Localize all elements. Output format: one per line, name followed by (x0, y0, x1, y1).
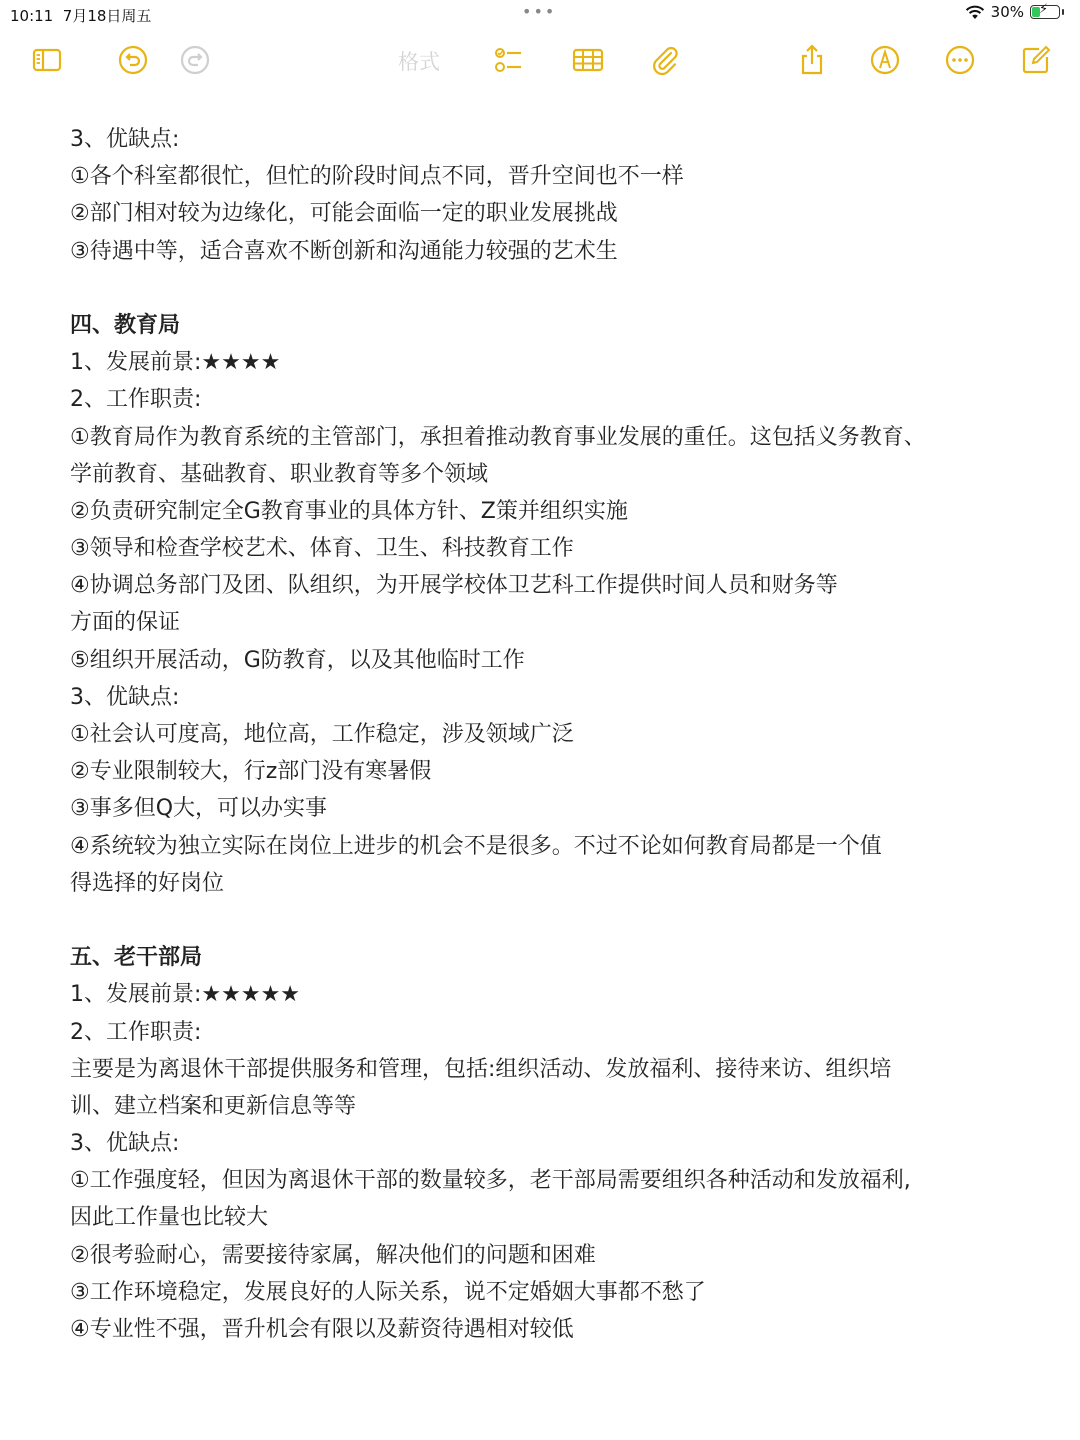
checklist-icon[interactable] (486, 38, 530, 82)
note-line: 2、工作职责: (70, 387, 202, 413)
note-line: 3、优缺点: (70, 684, 180, 710)
wifi-icon (965, 5, 985, 20)
undo-icon[interactable] (111, 38, 155, 82)
sidebar-icon[interactable] (25, 38, 69, 82)
battery-icon: ⚡ (1030, 5, 1060, 19)
redo-icon[interactable] (173, 38, 217, 82)
markup-icon[interactable] (863, 38, 907, 82)
battery-percent: 30% (990, 3, 1024, 21)
status-time: 10:11 7月18日周五 (10, 7, 152, 25)
blank-line (70, 902, 1020, 939)
note-line: 3、优缺点: (70, 1131, 180, 1157)
note-line: ①教育局作为教育系统的主管部门，承担着推动教育事业发展的重任。这包括义务教育、 (70, 424, 926, 450)
note-line: ②很考验耐心，需要接待家属，解决他们的问题和困难 (70, 1242, 596, 1268)
note-line: 学前教育、基础教育、职业教育等多个领域 (70, 461, 489, 487)
note-body[interactable] (70, 121, 1020, 1348)
note-line: ③事多但Q大，可以办实事 (70, 796, 328, 822)
note-line: 方面的保证 (70, 610, 181, 636)
note-line: 2、工作职责: (70, 1019, 202, 1045)
note-line: 1、发展前景:★★★★★ (70, 982, 301, 1008)
compose-icon[interactable] (1014, 38, 1058, 82)
table-icon[interactable] (566, 38, 610, 82)
note-line: ①各个科室都很忙，但忙的阶段时间点不同，晋升空间也不一样 (70, 164, 684, 190)
multitasking-dots-icon[interactable]: ••• (522, 2, 557, 21)
note-line: 主要是为离退休干部提供服务和管理，包括:组织活动、发放福利、接待来访、组织培 (70, 1056, 892, 1082)
note-line: 1、发展前景:★★★★ (70, 350, 281, 376)
note-line: ③领导和检查学校艺术、体育、卫生、科技教育工作 (70, 536, 574, 562)
paperclip-icon[interactable] (643, 38, 687, 82)
toolbar (0, 38, 1080, 86)
format-button[interactable]: 格式 (398, 50, 440, 74)
status-bar (0, 0, 1080, 30)
note-line: ③工作环境稳定，发展良好的人际关系，说不定婚姻大事都不愁了 (70, 1279, 706, 1305)
note-line: ④协调总务部门及团、队组织，为开展学校体卫艺科工作提供时间人员和财务等 (70, 573, 838, 599)
note-line: ②部门相对较为边缘化，可能会面临一定的职业发展挑战 (70, 201, 618, 227)
note-line: ②专业限制较大，行z部门没有寒暑假 (70, 759, 432, 785)
section-heading: 四、教育局 (70, 312, 181, 338)
note-line: ②负责研究制定全G教育事业的具体方针、Z策并组织实施 (70, 498, 628, 524)
note-line: ⑤组织开展活动，G防教育，以及其他临时工作 (70, 647, 525, 673)
note-line: ④专业性不强，晋升机会有限以及薪资待遇相对较低 (70, 1317, 574, 1342)
share-icon[interactable] (790, 38, 834, 82)
note-line: 训、建立档案和更新信息等等 (70, 1093, 357, 1119)
note-line: ①社会认可度高，地位高，工作稳定，涉及领域广泛 (70, 722, 574, 747)
note-line: 得选择的好岗位 (70, 870, 225, 896)
more-icon[interactable] (938, 38, 982, 82)
note-line: 3、优缺点: (70, 127, 180, 152)
section-heading: 五、老干部局 (70, 945, 203, 971)
note-line: ③待遇中等，适合喜欢不断创新和沟通能力较强的艺术生 (70, 238, 618, 264)
note-line: ④系统较为独立实际在岗位上进步的机会不是很多。不过不论如何教育局都是一个值 (70, 833, 882, 859)
note-line: 因此工作量也比较大 (70, 1205, 269, 1231)
status-right (965, 3, 1064, 21)
blank-line (70, 270, 1020, 307)
note-line: ①工作强度轻，但因为离退休干部的数量较多，老干部局需要组织各种活动和发放福利, (70, 1168, 911, 1194)
